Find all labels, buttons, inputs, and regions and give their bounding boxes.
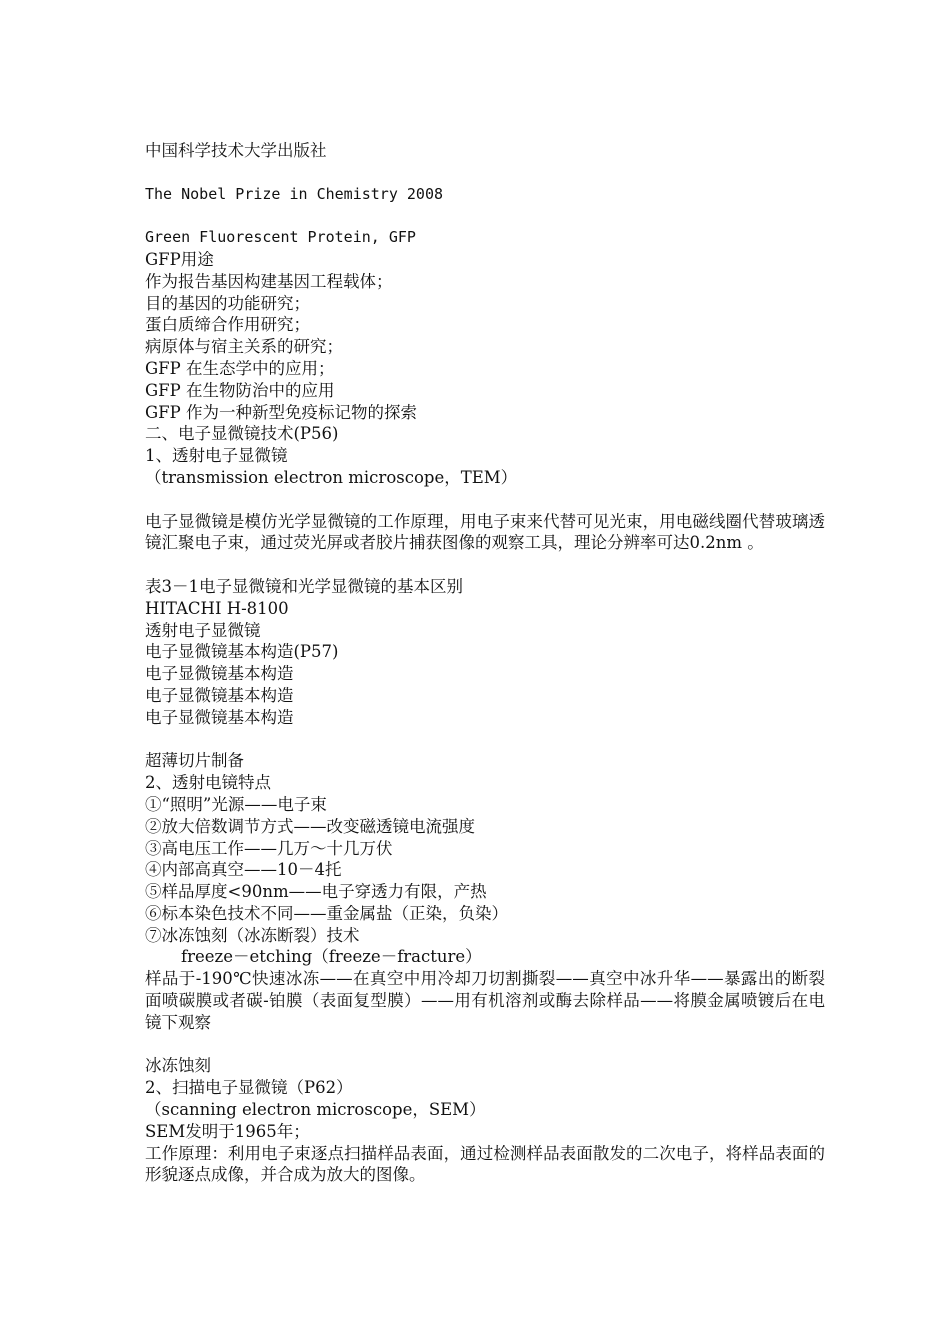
hitachi-model: HITACHI H-8100: [145, 598, 289, 618]
tem-title: 1、透射电子显微镜: [145, 446, 288, 466]
tem-feature-item: ⑥标本染色技术不同——重金属盐（正染，负染）: [145, 903, 508, 923]
gfp-use-item: GFP 在生态学中的应用；: [145, 358, 335, 378]
tem-english-name: （transmission electron microscope，TEM）: [145, 467, 518, 487]
spacer: [145, 729, 825, 751]
freeze-etching-english: freeze－etching（freeze－fracture）: [181, 947, 482, 967]
em-structure-line: 电子显微镜基本构造: [145, 685, 294, 705]
gfp-use-item: 目的基因的功能研究；: [145, 293, 310, 313]
spacer: [145, 162, 825, 184]
spacer: [145, 489, 825, 511]
sem-principle-paragraph: 工作原理：利用电子束逐点扫描样品表面，通过检测样品表面散发的二次电子，将样品表面的形貌逐点成像，并合成为放大的图像。: [145, 1143, 825, 1185]
em-structure-line: 电子显微镜基本构造: [145, 707, 294, 727]
document-page: [145, 140, 825, 1186]
tem-feature-item: ②放大倍数调节方式——改变磁透镜电流强度: [145, 816, 475, 836]
em-structure-line: 电子显微镜基本构造: [145, 664, 294, 684]
gfp-use-item: 蛋白质缔合作用研究；: [145, 315, 310, 335]
em-structure-heading: 电子显微镜基本构造(P57): [145, 642, 339, 662]
tem-feature-item: ③高电压工作——几万～十几万伏: [145, 838, 393, 858]
em-section-title: 二、电子显微镜技术(P56): [145, 424, 339, 444]
gfp-use-item: 病原体与宿主关系的研究；: [145, 337, 343, 357]
freeze-etching-label: 冰冻蚀刻: [145, 1056, 211, 1076]
tem-feature-item: ④内部高真空——10－4托: [145, 860, 342, 880]
spacer: [145, 205, 825, 227]
freeze-procedure-paragraph: 样品于-190℃快速冰冻——在真空中用冷却刀切割撕裂——真空中冰升华——暴露出的断裂面喷碳膜或者碳-铂膜（表面复型膜）——用有机溶剂或酶去除样品——将膜金属喷镀后在电镜下观察: [145, 969, 825, 1032]
spacer: [145, 554, 825, 576]
tem-feature-item: ⑦冰冻蚀刻（冰冻断裂）技术: [145, 925, 360, 945]
sem-english-name: （scanning electron microscope，SEM）: [145, 1100, 486, 1120]
gfp-name-line: Green Fluorescent Protein, GFP: [145, 228, 416, 247]
sem-invention-year: SEM发明于1965年；: [145, 1121, 310, 1141]
tem-feature-item: ⑤样品厚度<90nm——电子穿透力有限，产热: [145, 882, 487, 902]
spacer: [145, 1034, 825, 1056]
gfp-use-item: GFP 在生物防治中的应用: [145, 380, 335, 400]
gfp-use-title: GFP用途: [145, 249, 214, 269]
gfp-use-item: 作为报告基因构建基因工程载体；: [145, 271, 393, 291]
tem-features-title: 2、透射电镜特点: [145, 773, 271, 793]
sem-title: 2、扫描电子显微镜（P62）: [145, 1078, 353, 1098]
em-principle-paragraph: 电子显微镜是模仿光学显微镜的工作原理，用电子束来代替可见光束，用电磁线圈代替玻璃透镜汇聚电子束，通过荧光屏或者胶片捕获图像的观察工具，理论分辨率可达0.2nm 。: [145, 511, 825, 553]
nobel-prize-line: The Nobel Prize in Chemistry 2008: [145, 184, 444, 203]
table-caption: 表3－1电子显微镜和光学显微镜的基本区别: [145, 576, 463, 596]
ultrathin-section-line: 超薄切片制备: [145, 751, 244, 771]
publisher-line: 中国科学技术大学出版社: [145, 141, 327, 160]
tem-label: 透射电子显微镜: [145, 620, 261, 640]
tem-feature-item: ①“照明”光源——电子束: [145, 794, 327, 814]
gfp-use-item: GFP 作为一种新型免疫标记物的探索: [145, 402, 417, 422]
